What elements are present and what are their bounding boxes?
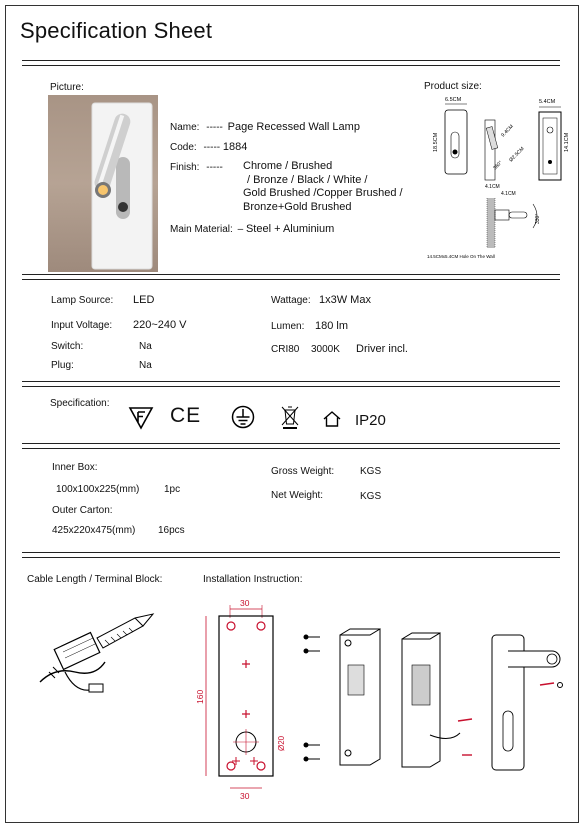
outer-carton-label: Outer Carton: xyxy=(52,505,113,516)
dim-tilt: 330° xyxy=(535,213,541,224)
hole-note: 14.5CMx5.4CM Hole On The Wall xyxy=(427,254,495,259)
dim-side-depth: 4.1CM xyxy=(485,184,500,190)
specification-label: Specification: xyxy=(50,398,110,409)
separator xyxy=(22,381,560,387)
inner-box-label: Inner Box: xyxy=(52,462,98,473)
material-value: Steel + Aluminium xyxy=(245,223,335,235)
lumen-value: 180 lm xyxy=(315,320,349,332)
height-dim: 160 xyxy=(195,689,205,704)
installation-steps-drawing xyxy=(300,625,565,785)
dim-diameter: Ø2.5CM xyxy=(508,146,526,164)
cable-label: Cable Length / Terminal Block: xyxy=(27,574,163,585)
separator xyxy=(22,274,560,280)
ip-rating: IP20 xyxy=(355,412,386,429)
separator xyxy=(22,60,560,66)
install-label: Installation Instruction: xyxy=(203,574,303,585)
dim-wall-depth: 4.1CM xyxy=(501,191,516,197)
dim-front-height: 14.1CM xyxy=(564,132,570,152)
product-size-label: Product size: xyxy=(424,81,482,92)
inner-box-qty: 1pc xyxy=(164,484,181,495)
cutout-drawing xyxy=(190,596,300,804)
dim-rotation: 360° xyxy=(492,159,504,172)
cri-value: CRI80 xyxy=(271,344,300,355)
page-title: Specification Sheet xyxy=(20,18,213,43)
plug-value: Na xyxy=(139,360,152,371)
plug-label: Plug: xyxy=(51,360,74,371)
dim-top-width: 6.5CM xyxy=(445,97,462,103)
net-weight-value: KGS xyxy=(360,491,382,502)
cct-value: 3000K xyxy=(311,344,340,355)
switch-label: Switch: xyxy=(51,341,84,352)
finish-line: / Bronze / Black / White / xyxy=(247,173,368,186)
material-row: Main Material: – Steel + Aluminium xyxy=(170,223,335,235)
input-voltage-label: Input Voltage: xyxy=(51,320,113,331)
finish-line: Bronze+Gold Brushed xyxy=(243,200,352,213)
weee-bin-icon xyxy=(280,404,300,430)
ground-symbol-icon xyxy=(231,405,255,429)
f-mark-icon xyxy=(128,406,154,430)
code-row: Code: ----- 1884 xyxy=(170,141,248,153)
name-value: Page Recessed Wall Lamp xyxy=(227,121,360,133)
finish-line: Gold Brushed /Copper Brushed / xyxy=(243,187,403,199)
name-row: Name: ----- Page Recessed Wall Lamp xyxy=(170,121,360,133)
dim-arm-length: 9.4CM xyxy=(500,123,515,139)
input-voltage-value: 220~240 V xyxy=(133,319,187,331)
driver-value: Driver incl. xyxy=(356,343,408,355)
code-value: 1884 xyxy=(222,141,248,153)
ce-mark-icon: CE xyxy=(170,404,202,427)
indoor-house-icon xyxy=(322,410,342,428)
gross-weight-label: Gross Weight: xyxy=(271,466,335,477)
lamp-source-label: Lamp Source: xyxy=(51,295,114,306)
switch-value: Na xyxy=(139,341,152,352)
finish-line: Chrome / Brushed xyxy=(243,160,333,172)
product-size-drawing xyxy=(415,92,570,262)
hole-dim: Ø20 xyxy=(277,735,286,751)
name-label: Name: xyxy=(170,122,200,133)
finish-values xyxy=(243,160,403,214)
top-dim: 30 xyxy=(240,598,250,608)
inner-box-size: 100x100x225(mm) xyxy=(56,484,140,495)
finish-label: Finish: xyxy=(170,162,200,173)
gross-weight-value: KGS xyxy=(360,466,382,477)
dim-height: 18.5CM xyxy=(433,132,439,152)
separator xyxy=(22,552,560,558)
material-label: Main Material: xyxy=(170,224,233,235)
lumen-label: Lumen: xyxy=(271,321,305,332)
picture-label: Picture: xyxy=(50,82,84,93)
outer-carton-qty: 16pcs xyxy=(158,525,185,536)
bottom-dim: 30 xyxy=(240,791,250,801)
wattage-label: Wattage: xyxy=(271,295,311,306)
outer-carton-size: 425x220x475(mm) xyxy=(52,525,136,536)
dim-front-width: 5.4CM xyxy=(539,99,556,105)
lamp-source-value: LED xyxy=(133,294,155,306)
terminal-block-drawing xyxy=(35,612,165,702)
separator xyxy=(22,443,560,449)
finish-label-row: Finish: ----- xyxy=(170,162,223,173)
net-weight-label: Net Weight: xyxy=(271,490,324,501)
product-photo xyxy=(48,95,158,272)
code-label: Code: xyxy=(170,142,197,153)
wattage-value: 1x3W Max xyxy=(319,294,371,306)
